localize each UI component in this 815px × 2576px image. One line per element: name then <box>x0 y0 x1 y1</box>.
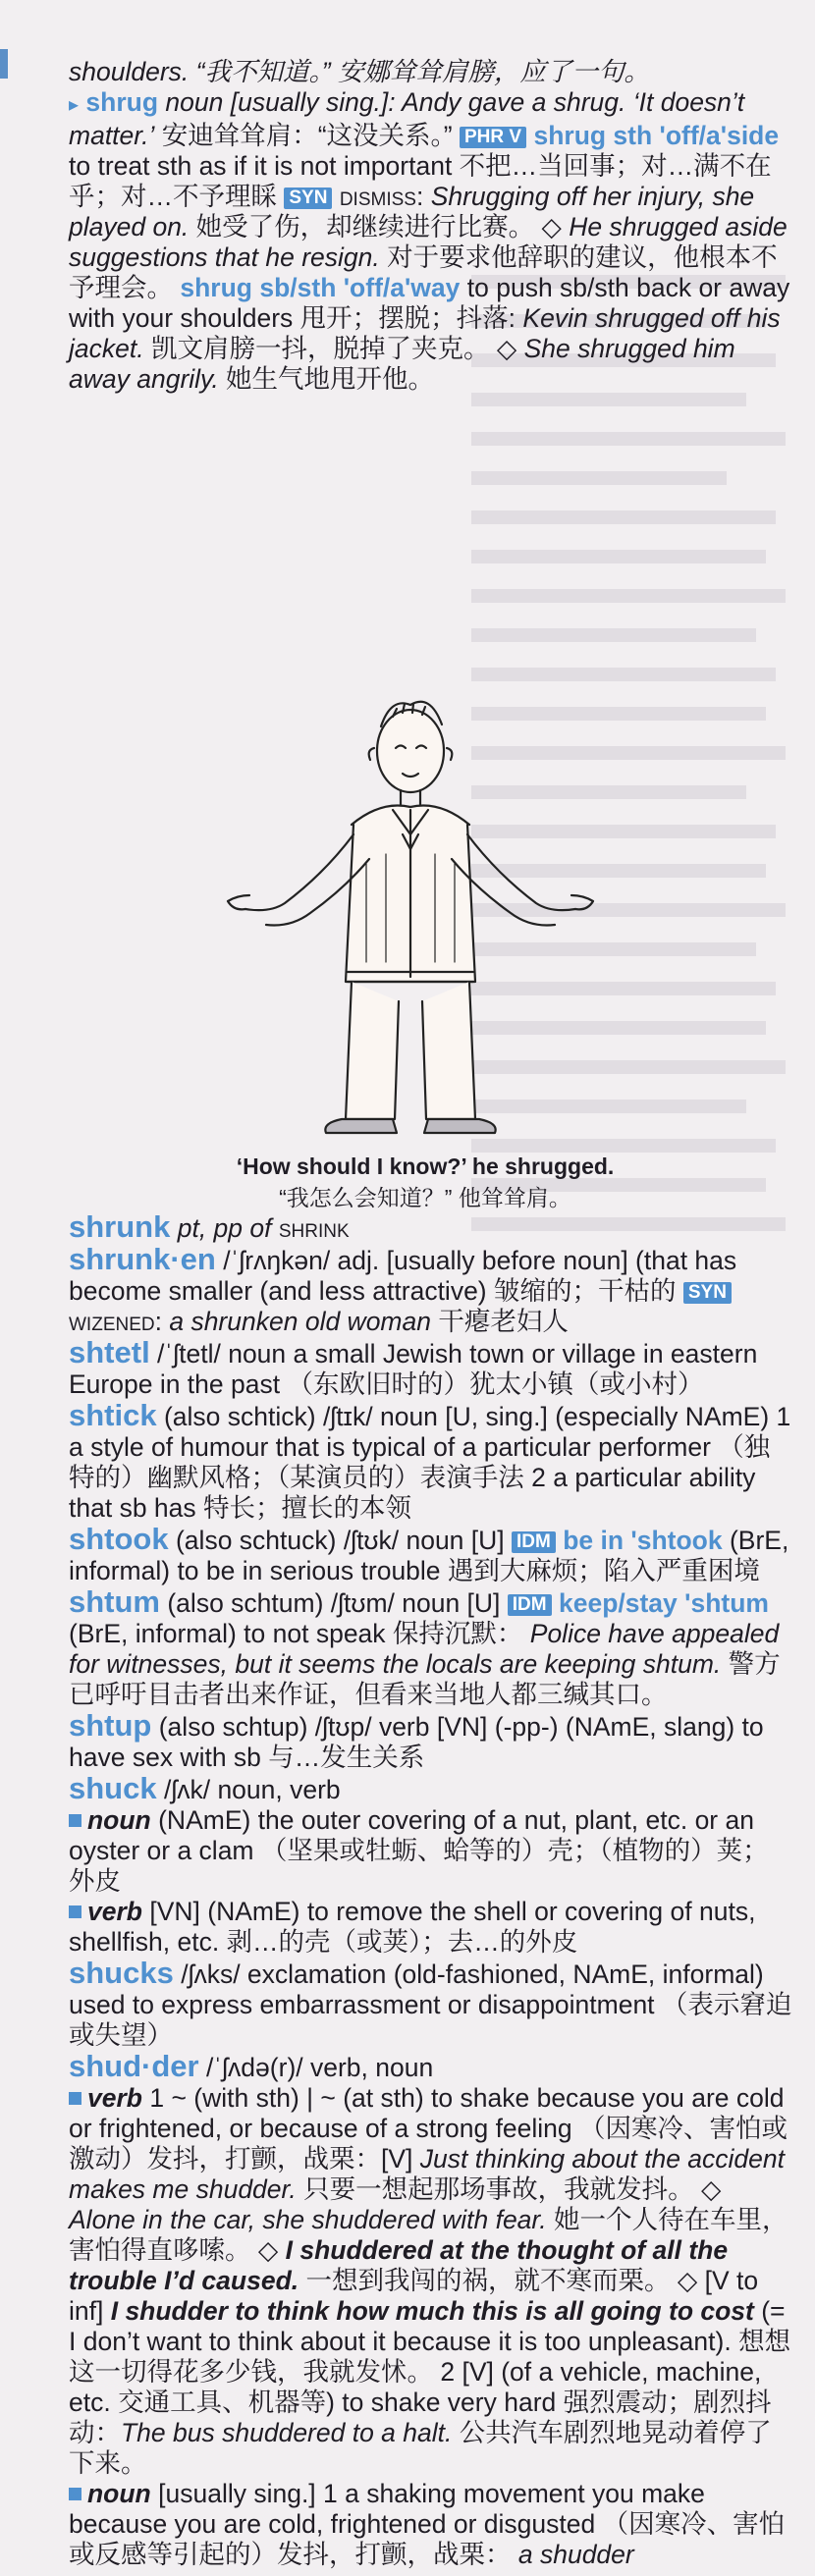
syn-tag: SYN <box>284 188 332 209</box>
headword: shtook <box>69 1522 169 1556</box>
subentry-shrug-noun: shrug <box>85 87 159 117</box>
entry-text: [VN] (NAmE) to remove the shell or covering of nuts, shellfish, etc. 剥…的壳（或荚）；去…的外皮 <box>69 1897 756 1957</box>
example-text: Andy gave a shrug. ‘It doesn’t matter.’ <box>69 87 745 150</box>
entry-text: (BrE, informal) to not speak 保持沉默： <box>69 1619 523 1648</box>
sense-bullet-icon <box>69 1814 82 1827</box>
punct: : <box>415 182 431 211</box>
entry-shuck <box>69 1773 793 1805</box>
entry-text: (also schtup) /ʃtʊp/ verb [VN] (-pp-) (NAmE, slang) to have sex with sb 与…发生关系 <box>69 1712 764 1772</box>
definition-text: to treat sth as if it is not important 不把…当回事；对…满不在乎；对…不予理睬 <box>69 151 772 211</box>
headword: shtick <box>69 1398 157 1432</box>
translation-text: 只要一想起那场事故，我就发抖。 ◇ <box>296 2174 722 2204</box>
sense-shuck-noun <box>69 1805 793 1897</box>
translation-text: 公共汽车剧烈地晃动着停了下来。 <box>69 2418 772 2478</box>
entry-shrunk <box>69 1211 793 1244</box>
example-text: I shuddered at the thought of all the trouble I’d caused. <box>69 2235 729 2295</box>
translation-text: 她生气地甩开他。 <box>218 364 435 394</box>
cross-reference: shrink <box>278 1213 350 1243</box>
example-text: The bus shuddered to a halt. <box>121 2418 453 2447</box>
example-text: He shrugged aside suggestions that he resign. <box>69 212 788 272</box>
example-text: Just thinking about the accident makes me shudder. <box>69 2144 786 2204</box>
sense-shudder-verb <box>69 2083 793 2479</box>
syn-tag: SYN <box>683 1282 732 1304</box>
headword: shrunk <box>69 1209 171 1244</box>
example-text: Police have appealed for witnesses, but it seems the locals are keeping shtum. <box>69 1619 780 1679</box>
subentry-pos: noun [usually sing.]: <box>158 87 403 117</box>
headword: shrunk·en <box>69 1242 216 1276</box>
example-text: She shrugged him away angrily. <box>69 334 735 394</box>
part-of-speech: noun <box>87 2479 151 2508</box>
continuation-text: shoulders. “我不知道。” 安娜耸耸肩膀，应了一句。 <box>69 57 650 86</box>
example-text: Shrugging off her injury, she played on. <box>69 182 755 242</box>
entry-shtup <box>69 1710 793 1773</box>
part-of-speech: verb <box>87 1897 142 1926</box>
entry-text: /ˈʃtetl/ noun a small Jewish town or village in eastern Europe in the past （东欧旧时的）犹太小镇（或小村） <box>69 1339 758 1399</box>
translation-text: 一想到我闯的祸，就不寒而栗。 ◇ [V to inf] <box>69 2266 759 2326</box>
bottom-entry-block <box>69 1211 793 2570</box>
caption-chinese: “我怎么会知道？” 他耸耸肩。 <box>279 1185 571 1210</box>
sense-bullet-icon <box>69 1905 82 1918</box>
translation-text: 安迪耸耸肩：“这没关系。” <box>154 121 460 150</box>
idm-tag: IDM <box>508 1594 552 1616</box>
entry-shudder <box>69 2051 793 2083</box>
part-of-speech: verb <box>87 2083 142 2113</box>
shrugging-man-illustration <box>185 687 636 1149</box>
headword: shucks <box>69 1956 174 1990</box>
entry-text: /ˈʃrʌŋkən/ adj. [usually before noun] (that has become smaller (and less attractive) 皱缩的；干枯的 <box>69 1246 737 1306</box>
part-of-speech: noun <box>87 1805 151 1835</box>
entry-shtetl <box>69 1337 793 1400</box>
synonym-word: wizened <box>69 1307 155 1336</box>
entry-text: (NAmE) the outer covering of a nut, plant, etc. or an oyster or a clam （坚果或牡蛎、蛤等的）壳；（植物的）荚；外皮 <box>69 1805 769 1896</box>
headword: shtum <box>69 1584 160 1619</box>
synonym-word: dismiss <box>339 182 416 211</box>
example-text: I shudder to think how much this is all going to cost <box>110 2296 754 2326</box>
phrasal-verb-headword: shrug sb/sth 'off/a'way <box>180 273 461 302</box>
entry-text: (also schtick) /ʃtɪk/ noun [U, sing.] (especially NAmE) 1 a style of humour that is typical of a particular performer （独特的）幽默风格；（某演员的）表演手法 2 a particular ability that sb has 特长；擅长的本领 <box>69 1402 791 1523</box>
entry-text: (BrE, informal) to be in serious trouble 遇到大麻烦；陷入严重困境 <box>69 1526 789 1585</box>
illustration-caption <box>219 1151 631 1213</box>
sense-shudder-noun <box>69 2479 793 2570</box>
headword: shtetl <box>69 1335 150 1369</box>
translation-text: 对于要求他辞职的建议，他根本不予理会。 <box>69 242 778 302</box>
example-text: a shudder <box>511 2540 634 2569</box>
example-text: Alone in the car, she shuddered with fear. <box>69 2205 547 2234</box>
entry-text: /ʃʌk/ noun, verb <box>156 1775 341 1804</box>
entry-text: (also schtuck) /ʃtʊk/ noun [U] <box>168 1526 513 1555</box>
sense-arrow-icon: ▸ <box>69 94 80 116</box>
entry-text: /ʃʌks/ exclamation (old-fashioned, NAmE, informal) used to express embarrassment or disappointment （表示窘迫或失望） <box>69 1959 792 2050</box>
definition-text: to push sb/sth back or away with your shoulders 甩开；摆脱；抖落: <box>69 273 790 333</box>
top-entry-block <box>69 57 793 395</box>
phrv-tag: PHR V <box>460 127 526 148</box>
example-text: a shrunken old woman <box>161 1307 431 1336</box>
headword: shuck <box>69 1771 157 1805</box>
idiom-headword: keep/stay 'shtum <box>558 1588 769 1618</box>
entry-text: 1 ~ (with sth) | ~ (at sth) to shake because you are cold or frightened, or because of a strong feeling （因寒冷、害怕或激动）发抖，打颤，战栗：[V] <box>69 2083 788 2174</box>
headword: shtup <box>69 1708 152 1743</box>
entry-text: (= I don’t want to think about it because it is too unpleasant). 想想这一切得花多少钱，我就发怵。 2 [V] (of a vehicle, machine, etc. 交通工具、机器等) to shake very hard 强烈震动；剧烈抖动： <box>69 2296 791 2447</box>
phrasal-verb-headword: shrug sth 'off/a'side <box>533 121 780 150</box>
entry-text: (also schtum) /ʃtʊm/ noun [U] <box>160 1588 508 1618</box>
example-text: Kevin shrugged off his jacket. <box>69 303 781 363</box>
entry-shtook <box>69 1524 793 1586</box>
translation-text: 她一个人待在车里，害怕得直哆嗦。 ◇ <box>69 2205 788 2265</box>
headword: shud·der <box>69 2049 199 2083</box>
caption-english: ‘How should I know?’ he shrugged. <box>236 1154 615 1179</box>
entry-text: /ˈʃʌdə(r)/ verb, noun <box>198 2053 434 2082</box>
entry-shrunken: shrunk·en /ˈʃrʌŋkən/ adj. [usually before noun] (that has become smaller (and less attractive) 皱缩的；干枯的 SYN wizened: a shrunken old woman 干瘪老妇人 <box>69 1242 737 1336</box>
entry-text: [usually sing.] 1 a shaking movement you make because you are cold, frightened or disgusted （因寒冷、害怕或反感等引起的）发抖，打颤，战栗： <box>69 2479 786 2569</box>
entry-shtum <box>69 1586 793 1710</box>
translation-text: 警方已呼吁目击者出来作证，但看来当地人都三缄其口。 <box>69 1649 781 1709</box>
idiom-headword: be in 'shtook <box>563 1526 723 1555</box>
translation-text: 她受了伤，却继续进行比赛。 ◇ <box>189 212 570 242</box>
translation-text: 干瘪老妇人 <box>430 1307 569 1336</box>
sense-bullet-icon <box>69 2488 82 2500</box>
translation-text: 凯文肩膀一抖，脱掉了夹克。 ◇ <box>143 334 524 363</box>
entry-text: pt, pp of <box>170 1213 279 1243</box>
margin-marker <box>0 49 8 79</box>
sense-shuck-verb <box>69 1897 793 1958</box>
sense-bullet-icon <box>69 2092 82 2105</box>
idm-tag: IDM <box>512 1531 556 1553</box>
entry-shtick <box>69 1400 793 1524</box>
entry-shucks <box>69 1958 793 2051</box>
